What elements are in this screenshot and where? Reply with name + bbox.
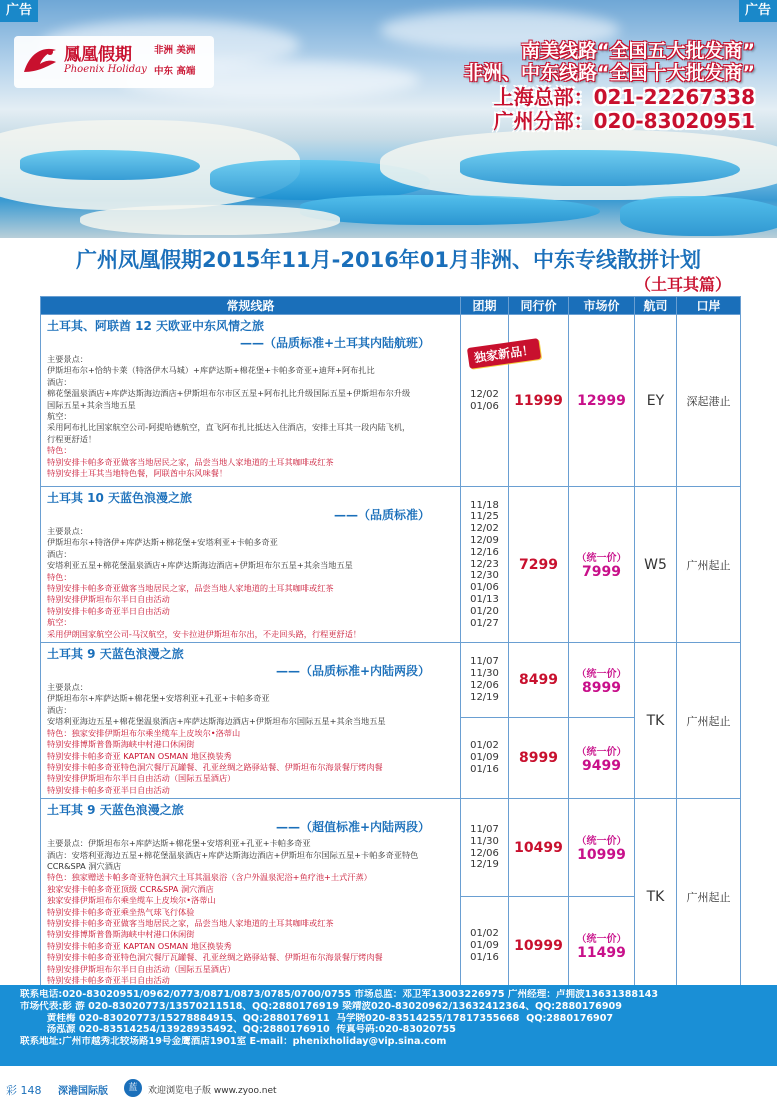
website-link[interactable]: 欢迎浏览电子版 www.zyoo.net (148, 1086, 277, 1096)
company-logo (14, 36, 214, 88)
route-detail-line: 独家安排伊斯坦布尔乘坐缆车上皮埃尔•洛蒂山 (47, 895, 216, 906)
ad-label-right: 广告 (739, 0, 777, 22)
page-bar (0, 1078, 777, 1100)
departure-dates (461, 315, 509, 487)
logo-tag: 美洲 (176, 45, 196, 56)
route-detail-line: 特别安排卡帕多奇亚做客当地居民之家，品尝当地人家地道的土耳其咖啡或红茶 (47, 917, 334, 928)
route-title: 土耳其 9 天蓝色浪漫之旅 (47, 803, 184, 818)
page-subtitle: （土耳其篇） (634, 275, 731, 294)
route-cell (41, 799, 461, 995)
edition-name: 深港国际版 (58, 1086, 108, 1097)
route-detail-line: 特别安排卡帕多奇亚 KAPTAN OSMAN 地区换装秀 (47, 940, 232, 951)
banner-image (0, 0, 777, 238)
market-price (569, 315, 635, 487)
market-price (569, 897, 635, 995)
col-header-market-price: 市场价 (569, 297, 635, 315)
market-price (569, 799, 635, 897)
departure-date: 12/23 (470, 558, 499, 570)
contact-footer (0, 985, 777, 1066)
route-detail-line: 特别安排伊斯坦布尔半日自由活动（国际五星酒店） (47, 773, 236, 784)
logo-tag: 高端 (176, 66, 196, 77)
departure-date: 11/07 (470, 824, 499, 836)
departure-date: 01/20 (470, 605, 499, 617)
tour-plan-table (40, 296, 741, 995)
footer-contact-line: 黄桂梅 020-83020773/15278884915、QQ:2880176911 马学晓020-83514255/17817355668 QQ:2880176907 (20, 1012, 614, 1024)
col-header-airline: 航司 (635, 297, 677, 315)
peer-price: 8999 (509, 717, 569, 798)
headline-shanghai-phone: 上海总部：021-22267338 (493, 85, 755, 109)
page-number: 彩 148 (6, 1084, 42, 1097)
route-detail-line: 主要景点： (47, 682, 88, 693)
route-detail-line: 航空： (47, 617, 72, 628)
page-title: 广州凤凰假期2015年11月-2016年01月非洲、中东专线散拼计划 (75, 248, 702, 272)
route-detail-line: 国际五星+其余当地五星 (47, 399, 136, 410)
table-row (41, 799, 741, 897)
route-title: 土耳其 10 天蓝色浪漫之旅 (47, 491, 193, 505)
departure-date: 12/06 (470, 847, 499, 859)
footer-contact-line: 市场代表:彭 游 020-83020773/13570211518、QQ:2880176919 梁靖波020-83020962/13632412364、QQ:2880176909 (20, 1000, 622, 1012)
footer-contact-line: 联系电话:020-83020951/0962/0773/0871/0873/0785/0700/0755 市场总监：邓卫军13003226975 广州经理：卢拥波13631388143 (20, 989, 659, 1000)
route-title: 土耳其 9 天蓝色浪漫之旅 (47, 647, 184, 662)
unified-price-label: （统一价） (576, 836, 627, 848)
route-detail-line: 主要景点：伊斯坦布尔+库萨达斯+棉花堡+安塔利亚+孔亚+卡帕多奇亚 (47, 838, 311, 849)
peer-price: 7299 (509, 487, 569, 643)
departure-date: 01/16 (470, 763, 499, 775)
route-detail-line: 特别安排博斯普鲁斯海峡中村港口休闲街 (47, 929, 195, 940)
departure-dates (461, 897, 509, 995)
departure-date: 01/02 (470, 740, 499, 752)
route-detail-line: 伊斯坦布尔+恰纳卡莱（特洛伊木马城）+库萨达斯+棉花堡+卡帕多奇亚+迪拜+阿布扎比 (47, 365, 375, 376)
airline-code: TK (635, 643, 677, 799)
departure-dates (461, 799, 509, 897)
departure-date: 11/18 (470, 499, 499, 511)
col-header-dates: 团期 (461, 297, 509, 315)
port-of-departure: 深起港止 (677, 315, 741, 487)
route-detail-line: 采用阿布扎比国家航空公司-阿提哈德航空，直飞阿布扎比抵达入住酒店，安排土耳其一段内陆飞机， (47, 422, 411, 433)
col-header-port: 口岸 (677, 297, 741, 315)
unified-price-label: （统一价） (576, 553, 627, 565)
departure-date: 12/02 (470, 523, 499, 535)
departure-date: 01/06 (470, 582, 499, 594)
departure-date: 01/02 (470, 927, 499, 939)
route-detail-line: 特色：独家安排伊斯坦布尔乘坐缆车上皮埃尔•洛蒂山 (47, 727, 241, 738)
departure-date: 01/13 (470, 594, 499, 606)
route-cell (41, 643, 461, 799)
route-detail-line: 酒店： (47, 704, 72, 715)
peer-price: 8499 (509, 643, 569, 718)
departure-date: 12/09 (470, 535, 499, 547)
departure-date: 12/30 (470, 570, 499, 582)
route-detail-line: 特别安排伊斯坦布尔半日自由活动（国际五星酒店） (47, 963, 236, 974)
route-detail-line: 酒店： (47, 548, 72, 559)
edition-logo-icon: 蓝 (124, 1079, 142, 1097)
route-detail-line: 采用伊朗国家航空公司-马汉航空，安卡拉进伊斯坦布尔出，不走回头路，行程更舒适！ (47, 628, 362, 639)
route-detail-line: 特别安排卡帕多奇亚特色洞穴餐厅瓦罐餐、孔亚丝绸之路驿站餐、伊斯坦布尔海景餐厅烤肉餐 (47, 761, 383, 772)
route-detail-line: 特色： (47, 571, 72, 582)
market-price-value: 11499 (577, 945, 626, 962)
route-tag: ——（超值标准+内陆两段） (275, 820, 430, 835)
headline-africa-middle-east: 非洲、中东线路“全国十大批发商” (464, 62, 755, 84)
peer-price: 10499 (509, 799, 569, 897)
table-row (41, 643, 741, 718)
route-detail-line: 特别安排卡帕多奇亚半日自由活动 (47, 605, 170, 616)
logo-english-name: Phoenix Holiday (64, 64, 147, 75)
market-price (569, 487, 635, 643)
departure-dates (461, 643, 509, 718)
route-detail-line: 酒店： (47, 376, 72, 387)
route-detail-line: 特别安排伊斯坦布尔半日自由活动 (47, 594, 170, 605)
departure-date: 01/06 (470, 400, 499, 412)
logo-chinese-name: 鳳凰假期 (64, 45, 132, 65)
departure-dates (461, 487, 509, 643)
departure-date: 12/19 (470, 859, 499, 871)
departure-date: 01/09 (470, 939, 499, 951)
airline-code: W5 (635, 487, 677, 643)
peer-price: 10999 (509, 897, 569, 995)
port-of-departure: 广州起止 (677, 643, 741, 799)
col-header-route: 常规线路 (41, 297, 461, 315)
route-detail-line: 伊斯坦布尔+特洛伊+库萨达斯+棉花堡+安塔利亚+卡帕多奇亚 (47, 537, 278, 548)
market-price-value: 8999 (582, 679, 621, 696)
route-detail-line: 主要景点： (47, 354, 88, 364)
departure-date: 12/16 (470, 546, 499, 558)
route-detail-line: 特色：独家赠送卡帕多奇亚特色洞穴土耳其温泉浴（含户外温泉泥浴+鱼疗池+土式汗蒸） (47, 872, 372, 883)
market-price (569, 717, 635, 798)
route-detail-line: 特别安排卡帕多奇亚做客当地居民之家，品尝当地人家地道的土耳其咖啡或红茶 (47, 456, 334, 467)
route-detail-line: 特别安排卡帕多奇亚特色洞穴餐厅瓦罐餐、孔亚丝绸之路驿站餐、伊斯坦布尔海景餐厅烤肉餐 (47, 952, 383, 963)
footer-address-line: 联系地址:广州市越秀北较场路19号金鹰酒店1901室 E-mail：phenixholiday@vip.sina.com (20, 1036, 447, 1048)
headline-guangzhou-phone: 广州分部：020-83020951 (493, 109, 755, 133)
route-cell (41, 315, 461, 487)
route-detail-line: 特别安排博斯普鲁斯海峡中村港口休闲街 (47, 739, 195, 750)
market-price-value: 12999 (577, 392, 626, 409)
market-price (569, 643, 635, 718)
route-title: 土耳其、阿联酋 12 天欧亚中东风情之旅 (47, 319, 265, 333)
logo-tag: 中东 (154, 66, 174, 77)
route-detail-line: 特别安排卡帕多奇亚 KAPTAN OSMAN 地区换装秀 (47, 750, 232, 761)
route-detail-line: 独家安排卡帕多奇亚顶级 CCR&SPA 洞穴酒店 (47, 883, 214, 894)
peer-price: 11999 (509, 315, 569, 487)
departure-date: 11/25 (470, 511, 499, 523)
market-price-value: 10999 (577, 847, 626, 864)
route-detail-line: 特别安排卡帕多奇亚做客当地居民之家，品尝当地人家地道的土耳其咖啡或红茶 (47, 583, 334, 594)
col-header-peer-price: 同行价 (509, 297, 569, 315)
departure-date: 01/16 (470, 951, 499, 963)
market-price-value: 9499 (582, 757, 621, 774)
unified-price-label: （统一价） (576, 934, 627, 946)
exclusive-new-badge: 独家新品！ (467, 338, 541, 369)
route-detail-line: 安塔利亚五星+棉花堡温泉酒店+库萨达斯海边酒店+伊斯坦布尔五星+其余当地五星 (47, 560, 353, 571)
departure-date: 01/27 (470, 617, 499, 629)
route-detail-line: 棉花堡温泉酒店+库萨达斯海边酒店+伊斯坦布尔市区五星+阿布扎比升级国际五星+伊斯坦布尔升级 (47, 388, 411, 399)
route-tag: ——（品质标准+土耳其内陆航班） (239, 336, 430, 350)
route-detail-line: 特别安排卡帕多奇亚半日自由活动 (47, 975, 170, 985)
departure-date: 12/06 (470, 680, 499, 692)
route-detail-line: 特别安排土耳其当地特色餐，阿联酋中东风味餐！ (47, 468, 228, 479)
unified-price-label: （统一价） (576, 668, 627, 680)
unified-price-label: （统一价） (576, 746, 627, 758)
logo-tags (154, 40, 210, 82)
route-detail-line: 酒店：安塔利亚海边五星+棉花堡温泉酒店+库萨达斯海边酒店+伊斯坦布尔国际五星+卡帕多奇亚特色 (47, 849, 419, 860)
port-of-departure: 广州起止 (677, 487, 741, 643)
route-detail-line: 航空： (47, 411, 72, 422)
route-tag: ——（品质标准） (333, 508, 430, 522)
departure-date: 11/30 (470, 835, 499, 847)
phoenix-icon (20, 42, 60, 82)
table-header-row (41, 297, 741, 315)
airline-code: TK (635, 799, 677, 995)
departure-dates (461, 717, 509, 798)
route-detail-line: 伊斯坦布尔+库萨达斯+棉花堡+安塔利亚+孔亚+卡帕多奇亚 (47, 693, 270, 704)
departure-date: 01/09 (470, 752, 499, 764)
departure-date: 12/02 (470, 388, 499, 400)
airline-code: EY (635, 315, 677, 487)
route-tag: ——（品质标准+内陆两段） (275, 664, 430, 679)
logo-tag: 非洲 (154, 45, 174, 56)
route-detail-line: 安塔利亚海边五星+棉花堡温泉酒店+库萨达斯海边酒店+伊斯坦布尔国际五星+其余当地五星 (47, 716, 386, 727)
departure-date: 12/19 (470, 691, 499, 703)
route-detail-line: 特别安排卡帕多奇亚乘坐热气球飞行体验 (47, 906, 195, 917)
market-price-value: 7999 (582, 564, 621, 581)
footer-contact-line: 汤泓源 020-83514254/13928935492、QQ:2880176910 传真号码:020-83020755 (20, 1024, 456, 1036)
route-detail-line: 特别安排卡帕多奇亚半日自由活动 (47, 784, 170, 795)
port-of-departure: 广州起止 (677, 799, 741, 995)
departure-date: 11/07 (470, 656, 499, 668)
route-cell (41, 487, 461, 643)
route-detail-line: CCR&SPA 洞穴酒店 (47, 860, 122, 871)
route-detail-line: 行程更舒适！ (47, 433, 97, 444)
route-detail-line: 特色： (47, 445, 72, 456)
departure-date: 11/30 (470, 668, 499, 680)
table-row (41, 487, 741, 643)
table-row (41, 315, 741, 487)
ad-label-left: 广告 (0, 0, 38, 22)
route-detail-line: 主要景点： (47, 526, 88, 536)
headline-south-america: 南美线路“全国五大批发商” (521, 40, 755, 62)
